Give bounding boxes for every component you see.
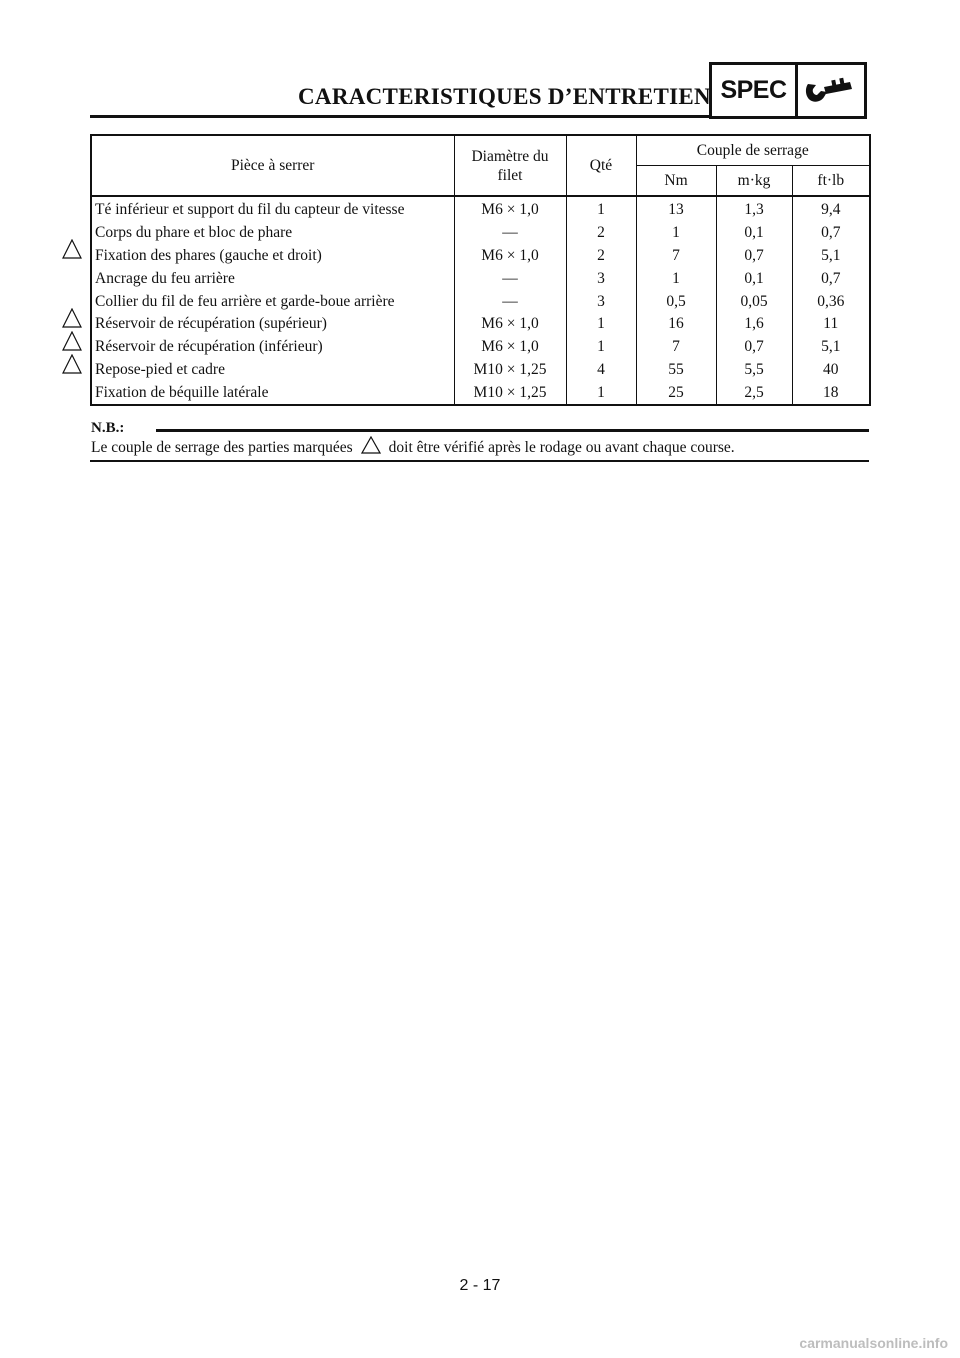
cell-ftlb: 9,4 — [792, 196, 870, 222]
cell-part: Ancrage du feu arrière — [91, 267, 454, 290]
cell-thread: M6 × 1,0 — [454, 336, 566, 359]
table-row — [91, 359, 870, 382]
cell-thread: M6 × 1,0 — [454, 245, 566, 268]
cell-mkg: 0,1 — [716, 222, 792, 245]
cell-nm: 13 — [636, 196, 716, 222]
header-thread — [454, 135, 566, 196]
cell-mkg: 5,5 — [716, 359, 792, 382]
cell-qty: 2 — [566, 245, 636, 268]
cell-thread: M10 × 1,25 — [454, 381, 566, 405]
cell-thread: — — [454, 222, 566, 245]
table-row — [91, 267, 870, 290]
cell-nm: 1 — [636, 222, 716, 245]
cell-thread: — — [454, 290, 566, 313]
cell-ftlb: 40 — [792, 359, 870, 382]
section-badge — [709, 62, 867, 119]
triangle-marker-icon — [62, 331, 82, 351]
cell-part: Fixation de béquille latérale — [91, 381, 454, 405]
cell-mkg: 1,3 — [716, 196, 792, 222]
note-label: N.B.: — [91, 420, 125, 436]
table-row — [91, 245, 870, 268]
cell-nm: 7 — [636, 245, 716, 268]
table-row — [91, 336, 870, 359]
triangle-marker-icon — [62, 308, 82, 328]
cell-mkg: 0,7 — [716, 336, 792, 359]
note-text — [91, 436, 735, 457]
table-row — [91, 196, 870, 222]
cell-ftlb: 5,1 — [792, 245, 870, 268]
cell-qty: 1 — [566, 336, 636, 359]
cell-part: Réservoir de récupération (supérieur) — [91, 313, 454, 336]
table-row — [91, 222, 870, 245]
cell-thread: M6 × 1,0 — [454, 196, 566, 222]
note-text-after: doit être vérifié après le rodage ou avant chaque course. — [388, 439, 735, 456]
spec-label: SPEC — [712, 65, 798, 116]
header-rule — [90, 115, 710, 118]
cell-nm: 7 — [636, 336, 716, 359]
cell-qty: 1 — [566, 196, 636, 222]
cell-mkg: 2,5 — [716, 381, 792, 405]
cell-part: Réservoir de récupération (inférieur) — [91, 336, 454, 359]
page-number: 2 - 17 — [459, 1277, 501, 1294]
cell-qty: 1 — [566, 381, 636, 405]
cell-nm: 25 — [636, 381, 716, 405]
cell-qty: 4 — [566, 359, 636, 382]
cell-mkg: 0,05 — [716, 290, 792, 313]
header-thread-text: Diamètre du filet — [471, 147, 549, 184]
note-bottom-rule — [90, 460, 869, 462]
cell-qty: 3 — [566, 267, 636, 290]
header-nm: Nm — [636, 166, 716, 197]
triangle-marker-icon — [361, 436, 381, 454]
cell-nm: 55 — [636, 359, 716, 382]
note-rule — [156, 429, 869, 432]
cell-ftlb: 0,7 — [792, 222, 870, 245]
cell-ftlb: 0,7 — [792, 267, 870, 290]
cell-ftlb: 0,36 — [792, 290, 870, 313]
cell-part: Fixation des phares (gauche et droit) — [91, 245, 454, 268]
cell-qty: 2 — [566, 222, 636, 245]
header-part: Pièce à serrer — [91, 135, 454, 196]
torque-table — [90, 134, 871, 406]
wrench-icon — [798, 65, 864, 116]
cell-thread: M10 × 1,25 — [454, 359, 566, 382]
triangle-marker-icon — [62, 239, 82, 259]
table-row — [91, 381, 870, 405]
note-text-before: Le couple de serrage des parties marquées — [91, 439, 353, 456]
cell-thread: — — [454, 267, 566, 290]
cell-qty: 3 — [566, 290, 636, 313]
cell-qty: 1 — [566, 313, 636, 336]
cell-part: Repose-pied et cadre — [91, 359, 454, 382]
triangle-marker-icon — [62, 354, 82, 374]
cell-part: Corps du phare et bloc de phare — [91, 222, 454, 245]
header-mkg: m·kg — [716, 166, 792, 197]
cell-ftlb: 18 — [792, 381, 870, 405]
header-ftlb: ft·lb — [792, 166, 870, 197]
cell-nm: 1 — [636, 267, 716, 290]
header-qty: Qté — [566, 135, 636, 196]
cell-nm: 0,5 — [636, 290, 716, 313]
cell-mkg: 0,1 — [716, 267, 792, 290]
page-title: CARACTERISTIQUES D’ENTRETIEN — [298, 84, 711, 109]
cell-part: Té inférieur et support du fil du capteur de vitesse — [91, 196, 454, 222]
table-row — [91, 313, 870, 336]
cell-part: Collier du fil de feu arrière et garde-boue arrière — [91, 290, 454, 313]
cell-ftlb: 11 — [792, 313, 870, 336]
table-row — [91, 290, 870, 313]
cell-nm: 16 — [636, 313, 716, 336]
cell-mkg: 0,7 — [716, 245, 792, 268]
header-torque-group: Couple de serrage — [636, 135, 870, 166]
cell-mkg: 1,6 — [716, 313, 792, 336]
cell-ftlb: 5,1 — [792, 336, 870, 359]
wrench-icon-svg — [802, 76, 860, 106]
watermark: carmanualsonline.info — [799, 1335, 948, 1351]
cell-thread: M6 × 1,0 — [454, 313, 566, 336]
